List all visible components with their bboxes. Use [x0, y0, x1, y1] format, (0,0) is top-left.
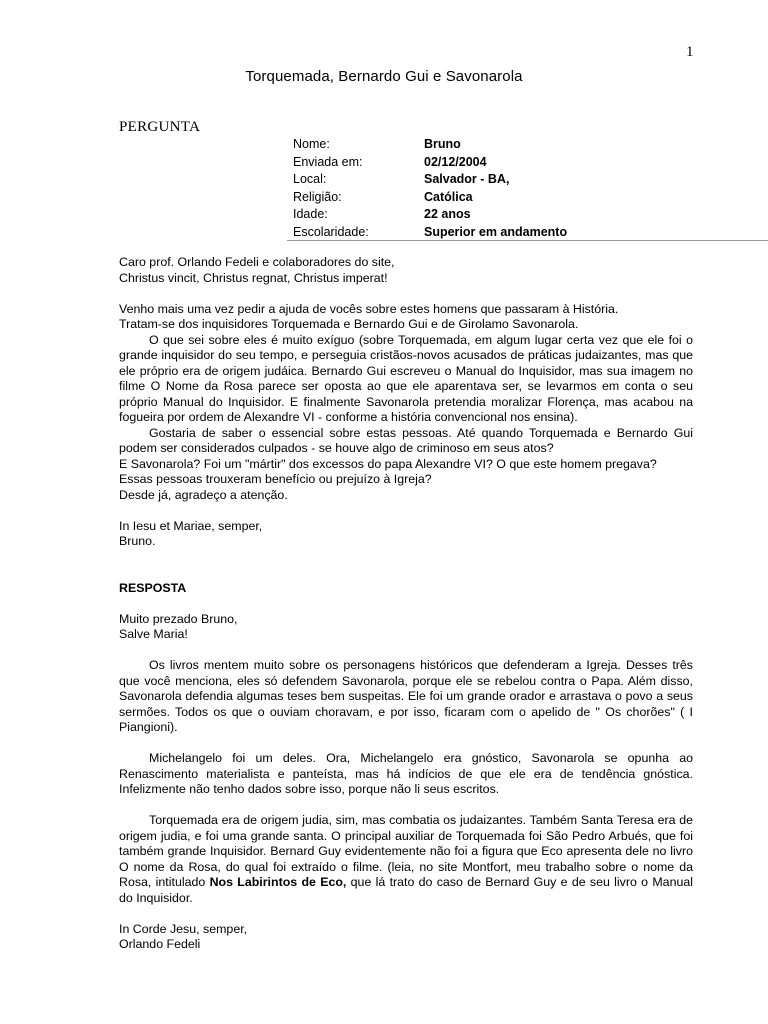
answer-paragraph-text: Torquemada era de origem judia, sim, mas combatia os judaizantes. Também Santa Teresa era de origem judia, e foi uma grande santa. O principal auxiliar de Torquemada foi São Pedro Arbués, que foi também grande Inquisidor. Bernard Guy evidentemente não foi a figura que Eco apresenta dele no livro O nome da Rosa, do qual foi extraído o filme. (leia, no site Montfort, meu trabalho sobre o nome da Rosa, intitulado: [119, 813, 693, 889]
meta-value: 22 anos: [424, 207, 471, 222]
meta-value: Salvador - BA,: [424, 172, 510, 187]
question-greeting: Caro prof. Orlando Fedeli e colaboradores do site,: [119, 255, 395, 269]
question-line: Desde já, agradeço a atenção.: [119, 487, 288, 502]
question-paragraph-text: O que sei sobre eles é muito exíguo (sobre Torquemada, em algum lugar certa vez que ele foi o grande inquisidor do seu tempo, e perseguia cristãos-novos acusados de práticas judaizantes, mas que ele próprio era de origem judáica. Bernardo Gui escreveu o Manual do Inquisidor, mas sua imagem no filme O Nome da Rosa parece ser oposta ao que ele aparentava ser, se levarmos em conta o seu próprio Manual do Inquisidor. E finalmente Savonarola pretendia moralizar Florença, mas acabou na fogueira por ordem de Alexandre VI - conforme a história convencional nos ensina).: [119, 332, 693, 424]
book-title: Nos Labirintos de Eco,: [209, 875, 347, 889]
meta-row-age: [293, 207, 567, 225]
question-line: Tratam-se dos inquisidores Torquemada e Bernardo Gui e de Girolamo Savonarola.: [119, 317, 579, 331]
question-line: Essas pessoas trouxeram benefício ou prejuízo à Igreja?: [119, 472, 432, 486]
meta-value: Superior em andamento: [424, 224, 568, 239]
answer-paragraph-text: Michelangelo foi um deles. Ora, Michelangelo era gnóstico, Savonarola se opunha ao Renascimento materialista e panteísta, mas há indícios de que ele era de tendência gnóstica. Infelizmente não tenho dados sobre isso, porque não li seus escritos.: [119, 751, 693, 796]
page-number: 1: [686, 44, 694, 60]
meta-key: Enviada em:: [293, 154, 363, 169]
question-paragraph: [119, 333, 693, 426]
document-title: Torquemada, Bernardo Gui e Savonarola: [245, 68, 523, 85]
meta-key: Idade:: [293, 207, 328, 222]
meta-key: Escolaridade:: [293, 224, 369, 239]
question-signature: Bruno.: [119, 534, 156, 548]
answer-paragraph-text: Os livros mentem muito sobre os personagens históricos que defenderam a Igreja. Desses três que você menciona, eles só defendem Savonarola, porque ele se rebelou contra o Papa. Além disso, Savonarola defendia algumas teses bem suspeitas. Ele foi um grande orador e arrastava o povo a seus sermões. Todos os que o ouviam choravam, e por isso, ficaram com o apelido de " Os chorões" ( I Piangioni).: [119, 658, 693, 734]
answer-paragraph: [119, 658, 693, 736]
answer-heading: RESPOSTA: [119, 580, 187, 595]
answer-signature: Orlando Fedeli: [119, 937, 201, 951]
meta-key: Local:: [293, 172, 327, 187]
answer-closing: In Corde Jesu, semper,: [119, 921, 248, 936]
answer-paragraph: [119, 813, 693, 906]
meta-value: Bruno: [424, 137, 461, 151]
answer-paragraph: [119, 751, 693, 798]
meta-key: Nome:: [293, 137, 330, 151]
answer-greeting: Muito prezado Bruno,: [119, 611, 238, 626]
question-greeting: Christus vincit, Christus regnat, Christus imperat!: [119, 270, 388, 285]
meta-row-name: [293, 137, 567, 155]
question-closing: In Iesu et Mariae, semper,: [119, 518, 263, 533]
question-heading: PERGUNTA: [119, 119, 201, 135]
sender-info-table: [293, 137, 567, 243]
question-line: E Savonarola? Foi um "mártir" dos excessos do papa Alexandre VI? O que este homem pregava?: [119, 456, 657, 471]
meta-value: 02/12/2004: [424, 154, 487, 169]
answer-greeting: Salve Maria!: [119, 627, 188, 641]
meta-row-religion: [293, 190, 567, 208]
letter-body: [119, 255, 693, 953]
question-paragraph-text: Gostaria de saber o essencial sobre estas pessoas. Até quando Torquemada e Bernardo Gui podem ser considerados culpados - se houve algo de criminoso em seus atos?: [119, 425, 693, 455]
answer-paragraph-text: que lá trato do caso de Bernard Guy e de seu livro o Manual do Inquisidor.: [119, 875, 694, 905]
meta-key: Religião:: [293, 189, 342, 204]
question-paragraph: [119, 426, 693, 457]
meta-value: Católica: [424, 189, 473, 204]
meta-row-date: [293, 155, 567, 173]
meta-row-location: [293, 172, 567, 190]
divider: [287, 240, 768, 241]
question-line: Venho mais uma vez pedir a ajuda de vocês sobre estes homens que passaram à História.: [119, 301, 619, 316]
